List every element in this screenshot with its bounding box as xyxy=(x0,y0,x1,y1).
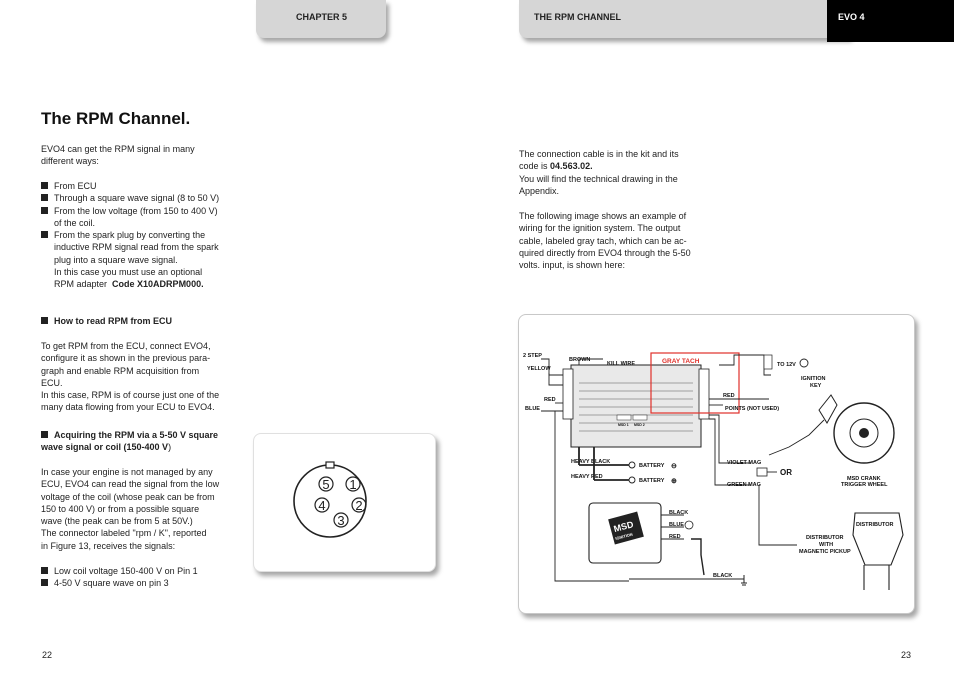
bullet-square-icon xyxy=(41,431,48,438)
label-heavy-black: HEAVY BLACK xyxy=(571,459,611,465)
pin-label: 5 xyxy=(322,477,330,492)
adapter-code: Code X10ADRPM000. xyxy=(112,279,204,290)
mag-connector-icon xyxy=(757,468,767,476)
label-violet-mag: VIOLET MAG xyxy=(727,460,762,466)
label-2step: 2 STEP xyxy=(523,353,542,359)
label-green-mag: GREEN MAG xyxy=(727,482,761,488)
right-terminal-block xyxy=(699,369,709,419)
bullet-square-icon xyxy=(41,317,48,324)
label-kill-wire: KILL WIRE xyxy=(607,361,636,367)
battery-pos-terminal-icon xyxy=(629,477,635,483)
distributor-icon xyxy=(853,513,903,565)
list-item: Through a square wave signal (8 to 50 V) xyxy=(41,192,231,204)
chapter-label: CHAPTER 5 xyxy=(296,12,348,22)
label-to-12v: TO 12V xyxy=(777,362,796,368)
product-label: EVO 4 xyxy=(838,12,865,22)
label-red-right: RED xyxy=(723,393,735,399)
left-terminal-block xyxy=(563,369,573,419)
bullet-square-icon xyxy=(41,567,48,574)
label-msd-crank: MSD CRANK xyxy=(847,476,881,482)
label-brown: BROWN xyxy=(569,357,591,363)
label-key: KEY xyxy=(810,383,822,389)
chapter-tab xyxy=(256,0,386,38)
list-item: From the low voltage (from 150 to 400 V) xyxy=(41,205,231,217)
label-gray-tach: GRAY TACH xyxy=(662,358,700,365)
list-item-continuation: plug into a square wave signal. xyxy=(54,254,178,265)
ignition-box xyxy=(571,365,701,447)
label-yellow: YELLOW xyxy=(527,366,551,372)
label-points: POINTS (NOT USED) xyxy=(725,406,780,412)
cable-text: The connection cable is in the kit and its code is 04.563.02. You will find the technical drawing in the Appendix. xyxy=(519,149,679,196)
list-item-continuation: of the coil. xyxy=(54,217,96,228)
connector-diagram xyxy=(254,434,435,571)
bullet-square-icon xyxy=(41,194,48,201)
list-item-continuation: In this case you must use an optional xyxy=(54,267,203,278)
label-blue-coil: BLUE xyxy=(669,522,684,528)
pin-label: 4 xyxy=(318,498,326,513)
label-magnetic-pickup: MAGNETIC PICKUP xyxy=(799,549,851,555)
label-with: WITH xyxy=(819,542,834,548)
coil-blue-terminal-icon xyxy=(685,521,693,529)
section-label: THE RPM CHANNEL xyxy=(534,12,621,22)
label-battery-neg: BATTERY xyxy=(639,463,665,469)
intro-line: different ways: xyxy=(41,156,99,167)
list-item: From the spark plug by converting the xyxy=(41,229,231,241)
pin-label: 1 xyxy=(349,477,357,492)
msd2-label: MSD 2 xyxy=(634,423,645,427)
msd-logo: MSD xyxy=(612,519,635,535)
ecu-heading: How to read RPM from ECU xyxy=(41,315,231,327)
trigger-wheel-center xyxy=(859,428,869,438)
label-or: OR xyxy=(780,468,792,477)
ground-icon xyxy=(741,575,747,585)
cable-code: 04.563.02. xyxy=(550,161,593,172)
msd1-switch xyxy=(617,415,631,420)
product-tab xyxy=(827,0,954,42)
battery-minus-symbol: ⊖ xyxy=(671,463,677,470)
fuse-icon xyxy=(764,355,772,369)
intro-line: EVO4 can get the RPM signal in many xyxy=(41,144,195,154)
label-black-coil: BLACK xyxy=(669,510,689,516)
battery-neg-terminal-icon xyxy=(629,462,635,468)
list-item-continuation: RPM adapter Code X10ADRPM000. xyxy=(54,279,204,290)
intro-block xyxy=(41,143,226,168)
list-item: From ECU xyxy=(41,180,231,192)
page-title: The RPM Channel. xyxy=(41,109,191,128)
ways-list xyxy=(41,180,231,291)
label-dist-with: DISTRIBUTOR xyxy=(806,535,844,541)
label-black-ground: BLACK xyxy=(713,573,733,579)
page-number-right: 23 xyxy=(901,650,912,660)
label-heavy-red: HEAVY RED xyxy=(571,474,603,480)
bullet-square-icon xyxy=(41,182,48,189)
label-red-coil: RED xyxy=(669,534,681,540)
section-tab xyxy=(519,0,849,38)
image-intro-text: The following image shows an example of wiring for the ignition system. The output cable, labeled gray tach, which can be ac- quired directly from EVO4 through the 5-50 volts. input, is shown here: xyxy=(519,211,691,271)
ecu-text: To get RPM from the ECU, connect EVO4, configure it as shown in the previous para- graph and enable RPM acquisition from ECU. In this case, RPM is of course just one of the many data flowing from your ECU to EVO4. xyxy=(41,341,220,413)
coil-heading: Acquiring the RPM via a 5-50 V square wave signal or coil (150-400 V) xyxy=(41,430,219,453)
list-item: Low coil voltage 150-400 V on Pin 1 xyxy=(41,565,241,577)
pin-label: 2 xyxy=(355,498,363,513)
label-distributor: DISTRIBUTOR xyxy=(856,522,894,528)
pin-label: 3 xyxy=(337,513,345,528)
crank-sensor-icon xyxy=(819,395,837,423)
list-item: 4-50 V square wave on pin 3 xyxy=(41,577,241,589)
wiring-diagram-figure xyxy=(518,314,915,614)
coil-text: In case your engine is not managed by any ECU, EVO4 can read the signal from the low voltage of the coil (whose peak can be from 150 to 400 V) or from a possible square wave (the peak can be from 5 at 50V.) The connector labeled "rpm / K", reported in Figure 13, receives the signals: xyxy=(41,467,220,551)
signals-list xyxy=(41,565,241,590)
bullet-square-icon xyxy=(41,579,48,586)
list-item-continuation: inductive RPM signal read from the spark xyxy=(54,242,219,253)
wiring-diagram xyxy=(519,315,914,613)
ignition-logo: IGNITION xyxy=(614,531,634,542)
connector-figure xyxy=(253,433,436,572)
page-number-left: 22 xyxy=(42,650,53,660)
connector-key xyxy=(326,462,334,468)
msd2-switch xyxy=(633,415,647,420)
bullet-square-icon xyxy=(41,207,48,214)
label-red: RED xyxy=(544,397,556,403)
label-blue: BLUE xyxy=(525,406,540,412)
ignition-key-icon xyxy=(800,359,808,367)
bullet-square-icon xyxy=(41,231,48,238)
label-trigger-wheel: TRIGGER WHEEL xyxy=(841,482,888,488)
msd1-label: MSD 1 xyxy=(618,423,629,427)
battery-plus-symbol: ⊕ xyxy=(671,478,677,485)
label-ignition: IGNITION xyxy=(801,376,826,382)
label-battery-pos: BATTERY xyxy=(639,478,665,484)
